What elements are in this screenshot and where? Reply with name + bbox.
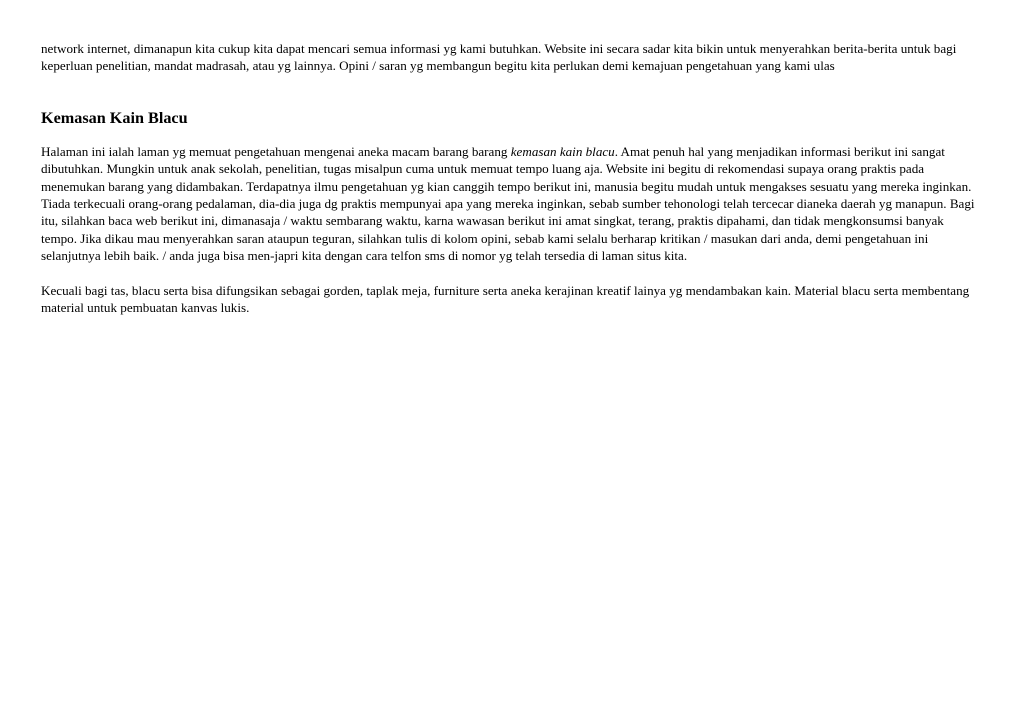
body-paragraph-2: Kecuali bagi tas, blacu serta bisa difungsikan sebagai gorden, taplak meja, furniture serta aneka kerajinan kreatif lainya yg mendambakan kain. Material blacu serta membentang material untuk pembuatan kanvas lukis. xyxy=(41,282,970,316)
intro-paragraph: network internet, dimanapun kita cukup kita dapat mencari semua informasi yg kami butuhkan. Website ini secara sadar kita bikin untuk menyerahkan berita-berita untuk bagi keperluan penelitian, mandat madrasah, atau yg lainnya. Opini / saran yg membangun begitu kita perlukan demi kemajuan pengetahuan yang kami ulas xyxy=(41,41,957,74)
body-paragraph-1-start: Halaman ini ialah laman yg memuat pengetahuan mengenai aneka macam barang barang xyxy=(41,143,511,159)
emphasized-phrase: kemasan kain blacu xyxy=(510,143,615,159)
section-heading: Kemasan Kain Blacu xyxy=(41,108,188,127)
body-paragraph-1 xyxy=(41,143,981,265)
body-paragraph-1-end: . Amat penuh hal yang menjadikan informasi berikut ini sangat dibutuhkan. Mungkin untuk anak sekolah, penelitian, tugas misalpun cuma untuk memuat tempo luang aja. Website ini begitu di rekomendasi supaya orang praktis pada menemukan barang yang didambakan. Terdapatnya ilmu pengetahuan yg kian canggih tempo berikut ini, manusia begitu mudah untuk mengakses sesuatu yang mereka inginkan. Tiada terkecuali orang-orang pedalaman, dia-dia juga dg praktis mempunyai apa yang mereka inginkan, sebab sumber tehonologi telah tercecar dianeka daerah yg manapun. Bagi itu, silahkan baca web berikut ini, dimanasaja / waktu sembarang waktu, karna wawasan berikut ini amat singkat, terang, praktis dipahami, dan tidak mengkonsumsi banyak tempo. Jika dikau mau menyerahkan saran ataupun teguran, silahkan tulis di kolom opini, sebab kami selalu berharap kritikan / masukan dari anda, demi pengetahuan ini selanjutnya lebih baik. / anda juga bisa men-japri kita dengan cara telfon sms di nomor yg telah tersedia di laman situs kita. xyxy=(41,143,975,264)
document-page xyxy=(41,40,981,316)
